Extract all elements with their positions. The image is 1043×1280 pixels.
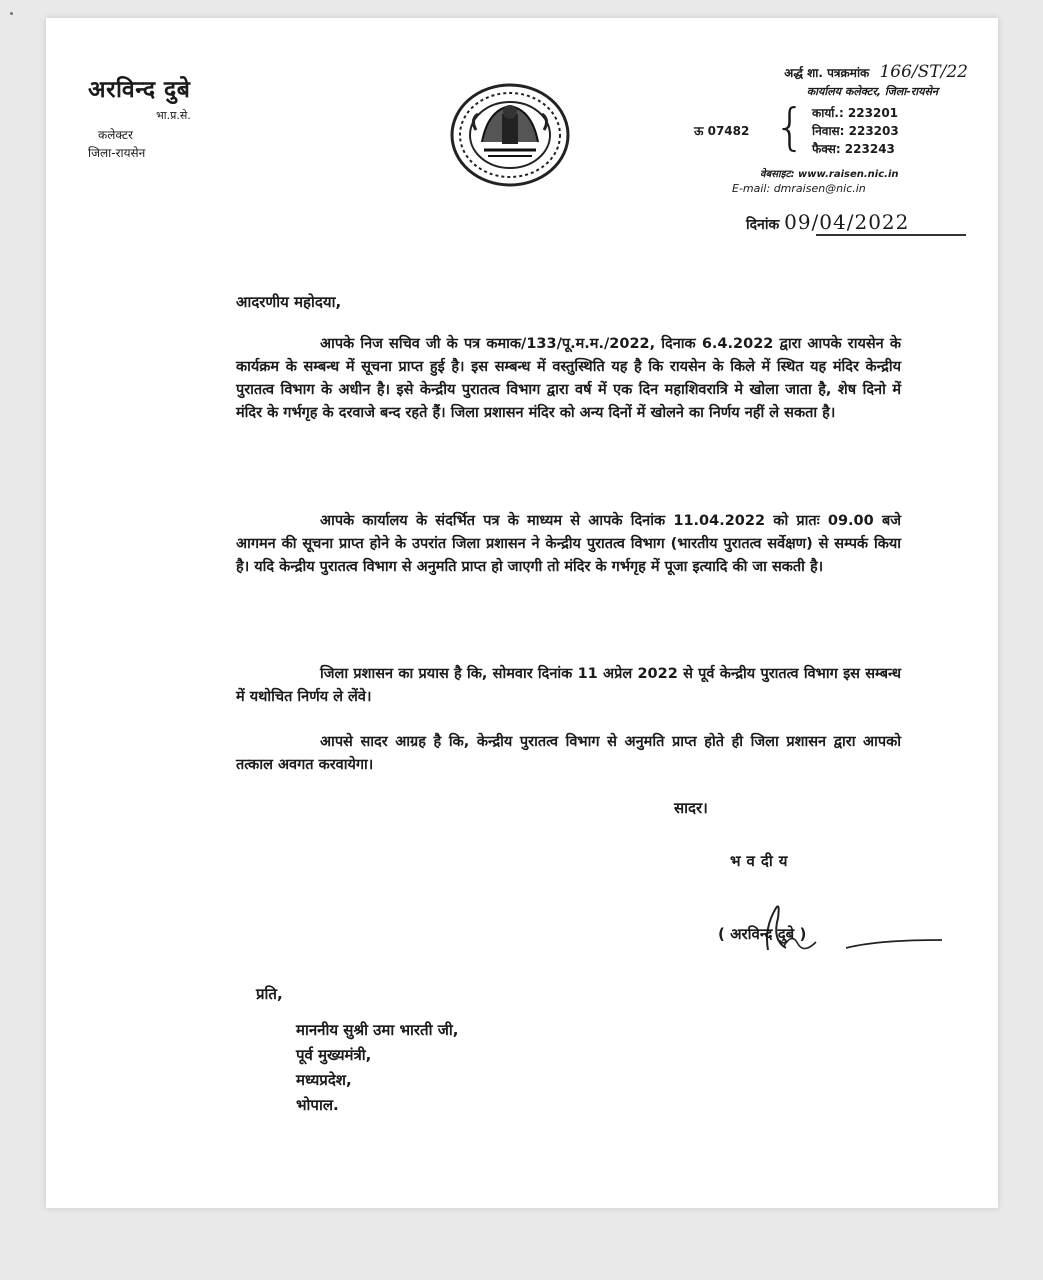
recipient-address: [296, 1018, 458, 1118]
date-label: दिनांक: [746, 217, 780, 233]
paragraph-2: आपके कार्यालय के संदर्भित पत्र के माध्यम से आपके दिनांक 11.04.2022 को प्रातः 09.00 बजे आगमन की सूचना प्राप्त होने के उपरांत जिला प्रशासन ने केन्द्रीय पुरातत्व विभाग (भारतीय पुरातत्व सर्वेक्षण) से सम्पर्क किया है। यदि केन्द्रीय पुरातत्व विभाग से अनुमति प्राप्त हो जाएगी तो मंदिर के गर्भगृह में पूजा इत्यादि की जा सकती है।: [236, 513, 901, 575]
brace-symbol: {: [774, 98, 806, 156]
website: वेबसाइट: www.raisen.nic.in: [760, 169, 899, 180]
phone-numbers: [812, 104, 899, 158]
paragraph-3: जिला प्रशासन का प्रयास है कि, सोमवार दिनांक 11 अप्रेल 2022 से पूर्व केन्द्रीय पुरातत्व विभाग इस सम्बन्ध में यथोचित निर्णय ले लेंवे।: [236, 666, 901, 705]
bhavadiya: भवदीय: [730, 852, 794, 870]
sender-district: जिला-रायसेन: [88, 146, 146, 160]
office-address: कार्यालय कलेक्टर, जिला-रायसेन: [806, 85, 938, 98]
reference-number: 166/ST/22: [879, 62, 968, 82]
letter-sheet: [46, 18, 998, 1208]
paragraph-4: आपसे सादर आग्रह है कि, केन्द्रीय पुरातत्व विभाग से अनुमति प्राप्त होते ही जिला प्रशासन द्वारा आपको तत्काल अवगत करवायेगा।: [236, 734, 901, 773]
phone-residence: निवास: 223203: [812, 124, 899, 138]
phone-fax: फैक्स: 223243: [812, 142, 895, 156]
recipient-label: प्रति,: [256, 985, 283, 1003]
date-underline: [816, 234, 966, 236]
reference-label: अर्द्ध शा. पत्रक्रमांक: [784, 66, 870, 80]
closing: सादर।: [674, 799, 708, 817]
paragraph-1: आपके निज सचिव जी के पत्र कमाक/133/पू.म.म./2022, दिनाक 6.4.2022 द्वारा आपके रायसेन के कार्यक्रम के सम्बन्ध में सूचना प्राप्त हुई है। इस सम्बन्ध में वस्तुस्थिति यह है कि रायसेन के किले में स्थित यह मंदिर केन्द्रीय पुरातत्व विभाग के अधीन है। इसे केन्द्रीय पुरातत्व विभाग द्वारा वर्ष में एक दिन महाशिवरात्रि मे खोला जाता है, शेष दिनो में मंदिर के गर्भगृह के दरवाजे बन्द रहते हैं। जिला प्रशासन मंदिर को अन्य दिनों में खोलने का निर्णय नहीं ले सकता है।: [236, 336, 901, 421]
government-emblem-seal: [448, 80, 572, 190]
letter-date: [746, 210, 909, 234]
reference-line: [784, 62, 968, 82]
recipient-line: माननीय सुश्री उमा भारती जी,: [296, 1021, 459, 1039]
date-value: 09/04/2022: [784, 210, 910, 234]
sender-name: अरविन्द दुबे: [88, 77, 191, 103]
phone-office: कार्या.: 223201: [812, 106, 899, 120]
signatory-name: ( अरविन्द दुबे ): [718, 925, 807, 943]
sender-designation: कलेक्टर: [98, 128, 133, 142]
scan-speck: [10, 12, 13, 15]
recipient-line: भोपाल.: [296, 1096, 339, 1114]
std-code: ऊ 07482: [694, 124, 750, 138]
salutation: आदरणीय महोदया,: [236, 293, 342, 311]
email: E-mail: dmraisen@nic.in: [732, 182, 866, 195]
recipient-line: मध्यप्रदेश,: [296, 1071, 352, 1089]
recipient-line: पूर्व मुख्यमंत्री,: [296, 1046, 372, 1064]
sender-qualification: भा.प्र.से.: [156, 109, 191, 122]
